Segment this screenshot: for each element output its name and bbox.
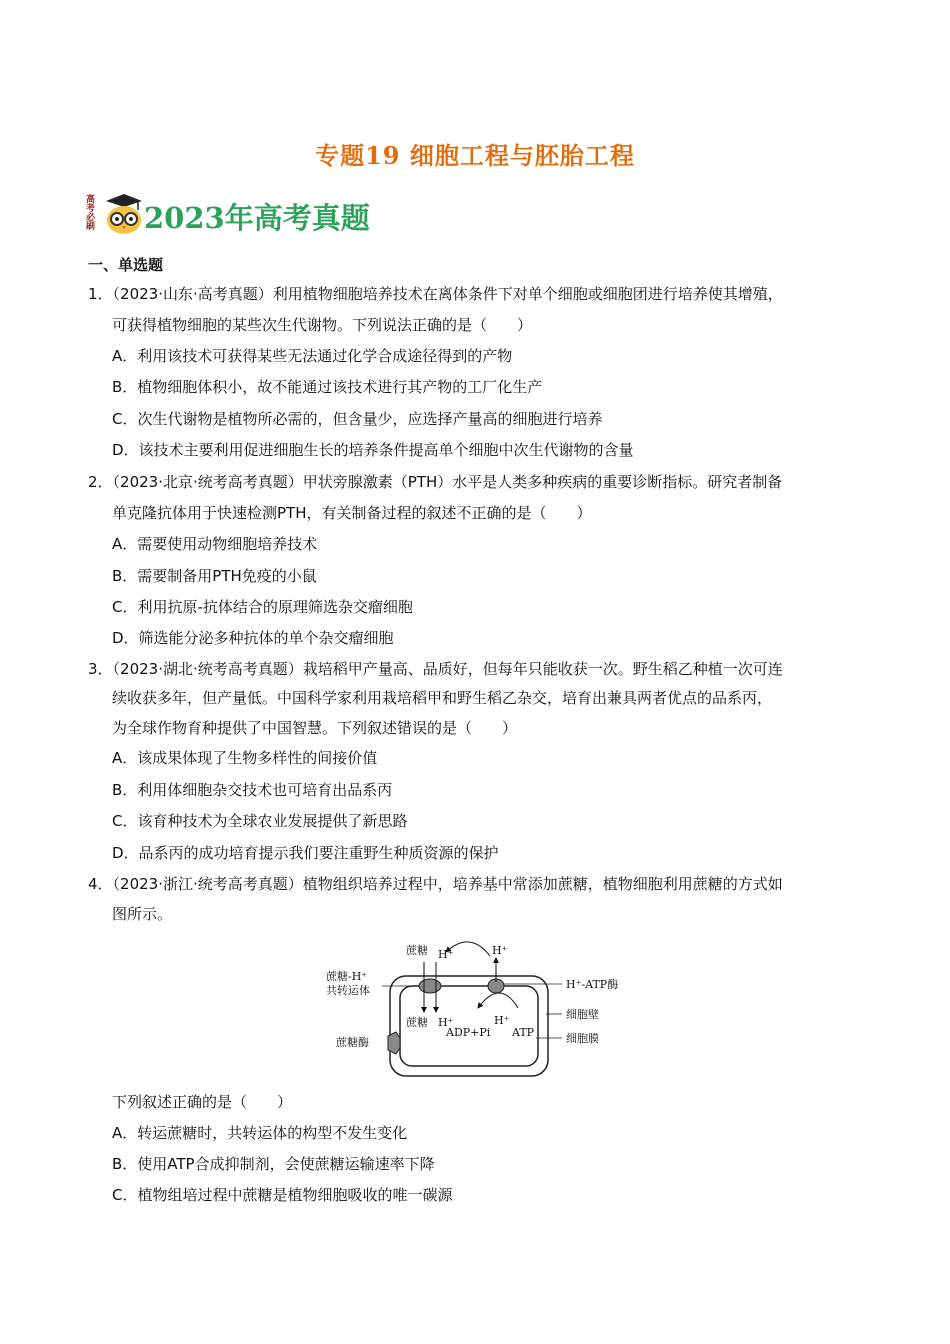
- question-1-line-1: 1．（2023·山东·高考真题）利用植物细胞培养技术在离体条件下对单个细胞或细胞团进行培养使其增殖，: [88, 285, 783, 303]
- label-h-inside-right: H⁺: [494, 1014, 510, 1027]
- question-2-line-1: 2．（2023·北京·统考高考真题）甲状旁腺激素（PTH）水平是人类多种疾病的重要诊断指标。研究者制备: [88, 473, 783, 491]
- question-3-option-d: D．品系丙的成功培育提示我们要注重野生种质资源的保护: [112, 844, 499, 862]
- label-cell-wall: 细胞壁: [566, 1008, 599, 1021]
- label-cell-membrane: 细胞膜: [566, 1032, 599, 1045]
- label-atp: ATP: [512, 1026, 535, 1039]
- question-1-option-d: D．该技术主要利用促进细胞生长的培养条件提高单个细胞中次生代谢物的含量: [112, 441, 634, 459]
- banner-side-text: 高考必刷: [86, 195, 96, 232]
- label-h-outside-left: H⁺: [438, 948, 454, 961]
- label-invertase: 蔗糖酶: [336, 1036, 369, 1049]
- question-4-option-b: B．使用ATP合成抑制剂，会使蔗糖运输速率下降: [112, 1155, 435, 1173]
- question-3-line-2: 续收获多年，但产量低。中国科学家利用栽培稻甲和野生稻乙杂交，培育出兼具两者优点的品系丙，: [112, 689, 773, 707]
- question-2-option-b: B．需要制备用PTH免疫的小鼠: [112, 567, 317, 585]
- question-3-option-b: B．利用体细胞杂交技术也可培育出品系丙: [112, 781, 393, 799]
- owl-mascot-icon: [104, 192, 144, 236]
- question-3-option-a: A．该成果体现了生物多样性的间接价值: [112, 749, 378, 767]
- question-4-option-c: C．植物组培过程中蔗糖是植物细胞吸收的唯一碳源: [112, 1186, 453, 1204]
- label-cotransporter-1: 蔗糖-H⁺: [326, 970, 368, 983]
- question-4-stem: 下列叙述正确的是（ ）: [112, 1093, 293, 1111]
- label-cotransporter-2: 共转运体: [326, 984, 370, 997]
- label-adp-pi: ADP+Pi: [446, 1026, 491, 1039]
- label-atpase: H⁺-ATP酶: [566, 978, 619, 991]
- question-2-option-d: D．筛选能分泌多种抗体的单个杂交瘤细胞: [112, 629, 394, 647]
- sucrose-transport-diagram: [318, 934, 658, 1084]
- question-3-option-c: C．该育种技术为全球农业发展提供了新思路: [112, 812, 408, 830]
- question-1-option-c: C．次生代谢物是植物所必需的，但含量少，应选择产量高的细胞进行培养: [112, 410, 603, 428]
- question-1-option-b: B．植物细胞体积小，故不能通过该技术进行其产物的工厂化生产: [112, 378, 543, 396]
- page-title: 专题19 细胞工程与胚胎工程: [315, 141, 635, 170]
- label-h-outside-right: H⁺: [492, 944, 508, 957]
- invertase-shape: [388, 1032, 400, 1054]
- question-1-option-a: A．利用该技术可获得某些无法通过化学合成途径得到的产物: [112, 347, 513, 365]
- question-2-option-a: A．需要使用动物细胞培养技术: [112, 535, 318, 553]
- label-h-inside-left: H⁺: [438, 1016, 454, 1029]
- question-3-line-1: 3．（2023·湖北·统考高考真题）栽培稻甲产量高、品质好，但每年只能收获一次。野生稻乙种植一次可连: [88, 660, 783, 678]
- question-1-line-2: 可获得植物细胞的某些次生代谢物。下列说法正确的是（ ）: [112, 316, 533, 334]
- question-4-option-a: A．转运蔗糖时，共转运体的构型不发生变化: [112, 1124, 408, 1142]
- banner-heading: 2023年高考真题: [144, 201, 370, 235]
- label-sucrose-outside: 蔗糖: [406, 944, 428, 957]
- cotransporter-shape: [419, 979, 441, 993]
- question-2-option-c: C．利用抗原-抗体结合的原理筛选杂交瘤细胞: [112, 598, 413, 616]
- question-4-line-2: 图所示。: [112, 905, 173, 923]
- section-heading: 一、单选题: [88, 256, 164, 274]
- question-4-line-1: 4．（2023·浙江·统考高考真题）植物组织培养过程中，培养基中常添加蔗糖，植物细胞利用蔗糖的方式如: [88, 875, 783, 893]
- label-sucrose-inside: 蔗糖: [406, 1016, 428, 1029]
- question-3-line-3: 为全球作物育种提供了中国智慧。下列叙述错误的是（ ）: [112, 719, 518, 737]
- question-2-line-2: 单克隆抗体用于快速检测PTH，有关制备过程的叙述不正确的是（ ）: [112, 504, 592, 522]
